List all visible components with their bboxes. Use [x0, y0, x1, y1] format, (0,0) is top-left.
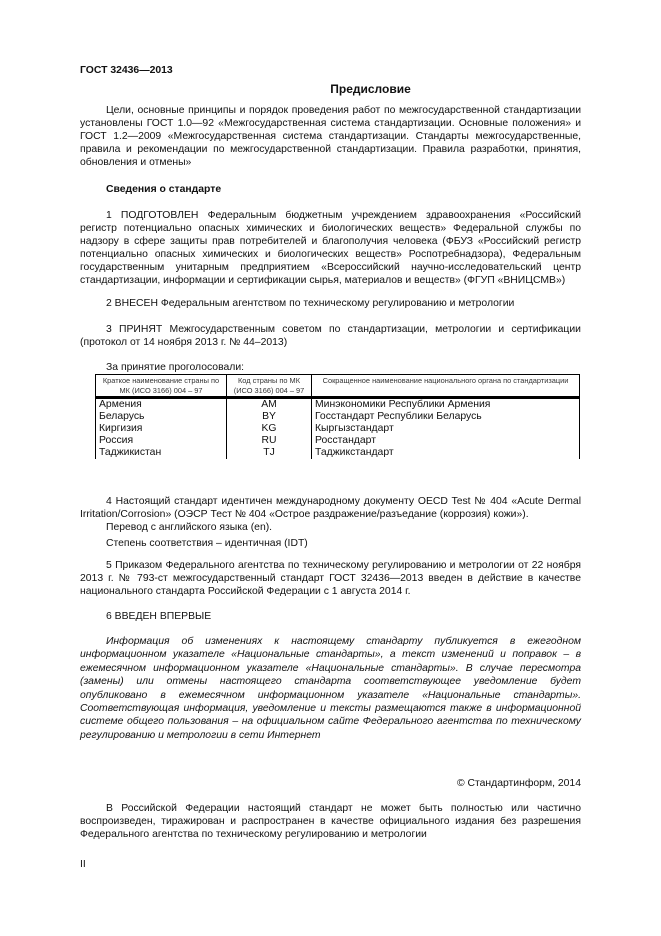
info-paragraph: Информация об изменениях к настоящему стандарту публикуется в ежегодном информационном указателе «Национальные стандарты», а текст изменений и поправок – в ежемесячном информационном указателе «Национальные стандарты». В случае пересмотра (замены) или отмены настоящего стандарта соответствующее уведомление будет опубликовано в ежемесячном информационном указателе «Национальные стандарты». Соответствующая информация, уведомление и тексты размещаются также в информационной системе общего пользования – на официальном сайте Федерального агентства по техническому регулированию и метрологии в сети Интернет: [80, 636, 581, 741]
table-row: [96, 398, 580, 412]
conformity-note: Степень соответствия – идентичная (IDT): [106, 538, 308, 549]
body: Росстандарт: [312, 435, 580, 447]
country: Таджикистан: [96, 447, 227, 459]
country: Киргизия: [96, 423, 227, 435]
table-header-row: [96, 375, 580, 398]
item-3: 3 ПРИНЯТ Межгосударственным советом по стандартизации, метрологии и сертификации (протокол от 14 ноября 2013 г. № 44–2013): [80, 324, 581, 348]
voting-table: [95, 374, 580, 459]
country: Армения: [96, 398, 227, 412]
country: Беларусь: [96, 411, 227, 423]
body: Госстандарт Республики Беларусь: [312, 411, 580, 423]
body: Минэкономики Республики Армения: [312, 398, 580, 412]
final-paragraph: В Российской Федерации настоящий стандарт не может быть полностью или частично воспроизведен, тиражирован и распространен в качестве официального издания без разрешения Федерального агентства по техническому регулированию и метрологии: [80, 803, 581, 840]
page-title: Предисловие: [330, 82, 411, 96]
page-number: II: [80, 859, 86, 870]
code: TJ: [227, 447, 312, 459]
section-title: Сведения о стандарте: [106, 184, 222, 195]
table-row: [96, 423, 580, 435]
table-row: [96, 411, 580, 423]
code: RU: [227, 435, 312, 447]
table-row: [96, 447, 580, 459]
item-4: 4 Настоящий стандарт идентичен международному документу OECD Test № 404 «Acute Dermal Irritation/Corrosion» (ОЭСР Тест № 404 «Острое раздражение/разъедание (коррозия) кожи»).: [80, 496, 581, 520]
code: BY: [227, 411, 312, 423]
code: KG: [227, 423, 312, 435]
header-country: Краткое наименование страны по МК (ИСО 3166) 004 – 97: [96, 375, 227, 398]
table-row: [96, 435, 580, 447]
item-5: 5 Приказом Федерального агентства по техническому регулированию и метрологии от 22 ноября 2013 г. № 793-ст межгосударственный стандарт ГОСТ 32436—2013 введен в действие в качестве национального стандарта Российской Федерации с 1 августа 2014 г.: [80, 560, 581, 597]
item-1: 1 ПОДГОТОВЛЕН Федеральным бюджетным учреждением здравоохранения «Российский регистр потенциально опасных химических и биологических веществ» Федеральной службы по надзору в сфере защиты прав потребителей и благополучия человека (ФБУЗ «Российский регистр потенциально опасных химических и биологических веществ» Роспотребнадзора), Федеральным государственным унитарным предприятием «Всероссийский научно-исследовательский центр стандартизации, информации и сертификации сырья, материалов и веществ» (ФГУП «ВНИЦСМВ»): [80, 210, 581, 286]
header-body: Сокращенное наименование национального органа по стандартизации: [312, 375, 580, 398]
body: Кыргызстандарт: [312, 423, 580, 435]
translation-note: Перевод с английского языка (en).: [106, 522, 273, 533]
item-2: 2 ВНЕСЕН Федеральным агентством по техническому регулированию и метрологии: [106, 298, 515, 309]
vote-label: За принятие проголосовали:: [106, 362, 245, 373]
header-code: Код страны по МК (ИСО 3166) 004 – 97: [227, 375, 312, 398]
intro-paragraph: Цели, основные принципы и порядок проведения работ по межгосударственной стандартизации установлены ГОСТ 1.0—92 «Межгосударственная система стандартизации. Основные положения» и ГОСТ 1.2—2009 «Межгосударственная система стандартизации. Стандарты межгосударственные, правила и рекомендации по межгосударственной стандартизации. Правила разработки, принятия, обновления и отмены»: [80, 105, 581, 168]
country: Россия: [96, 435, 227, 447]
item-6: 6 ВВЕДЕН ВПЕРВЫЕ: [106, 611, 212, 622]
document-header: ГОСТ 32436—2013: [80, 65, 173, 76]
copyright: © Стандартинформ, 2014: [456, 778, 581, 789]
code: AM: [227, 398, 312, 412]
body: Таджикстандарт: [312, 447, 580, 459]
